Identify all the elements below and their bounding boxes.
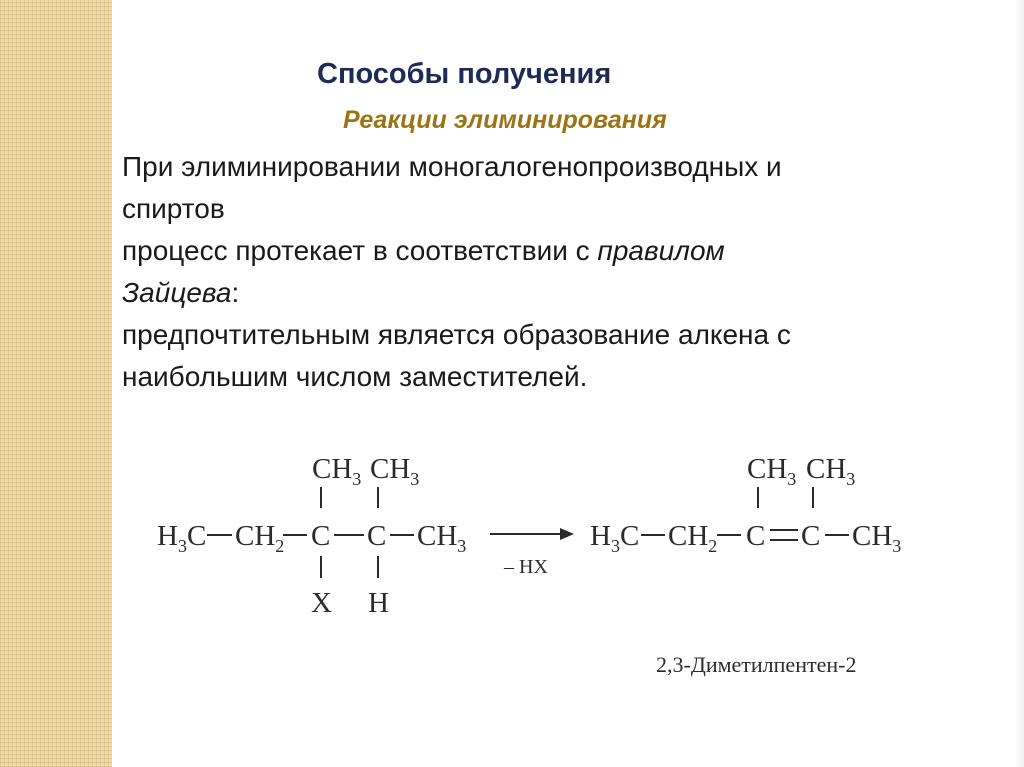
reactant-main-chain: $H_3C$ bbox=[157, 520, 207, 556]
reaction-condition: – HX bbox=[504, 556, 548, 578]
rule-name: Зайцева bbox=[122, 277, 232, 308]
methyl-group-2: $CH_3$ bbox=[370, 453, 420, 489]
product-formula bbox=[590, 453, 901, 677]
methyl-group-1: $CH_3$ bbox=[312, 453, 362, 489]
methyl-group-1: $CH_3$ bbox=[747, 453, 797, 489]
halogen-atom: X bbox=[311, 587, 332, 619]
terminal-methyl: $CH_3$ bbox=[417, 520, 467, 556]
slide-subtitle: Реакции элиминирования bbox=[343, 106, 667, 134]
text-run: При элиминировании моногалогенопроизводных и bbox=[122, 151, 782, 182]
hydrogen-atom: H bbox=[368, 587, 389, 619]
text-run: наибольшим числом заместителей. bbox=[122, 361, 588, 392]
methylene-group: $CH_2$ bbox=[668, 520, 718, 556]
text-run: предпочтительным является образование алкена с bbox=[122, 319, 791, 350]
reaction-arrow bbox=[490, 528, 574, 578]
methylene-group: $CH_2$ bbox=[235, 520, 285, 556]
text-run: спиртов bbox=[122, 193, 225, 224]
rule-term: правилом bbox=[597, 235, 725, 266]
reactant-formula bbox=[157, 453, 466, 619]
carbon-atom: C bbox=[311, 520, 331, 552]
carbon-atom: C bbox=[746, 520, 766, 552]
carbon-atom: C bbox=[367, 520, 387, 552]
text-run: процесс протекает в соответствии с bbox=[122, 235, 598, 266]
slide-title: Способы получения bbox=[317, 58, 612, 90]
text-run: : bbox=[231, 277, 240, 308]
product-main-chain: $H_3C$ bbox=[590, 520, 640, 556]
arrow-head bbox=[560, 528, 574, 540]
terminal-methyl: $CH_3$ bbox=[852, 520, 902, 556]
methyl-group-2: $CH_3$ bbox=[806, 453, 856, 489]
carbon-atom: C bbox=[801, 520, 821, 552]
product-name: 2,3-Диметилпентен-2 bbox=[656, 652, 857, 677]
